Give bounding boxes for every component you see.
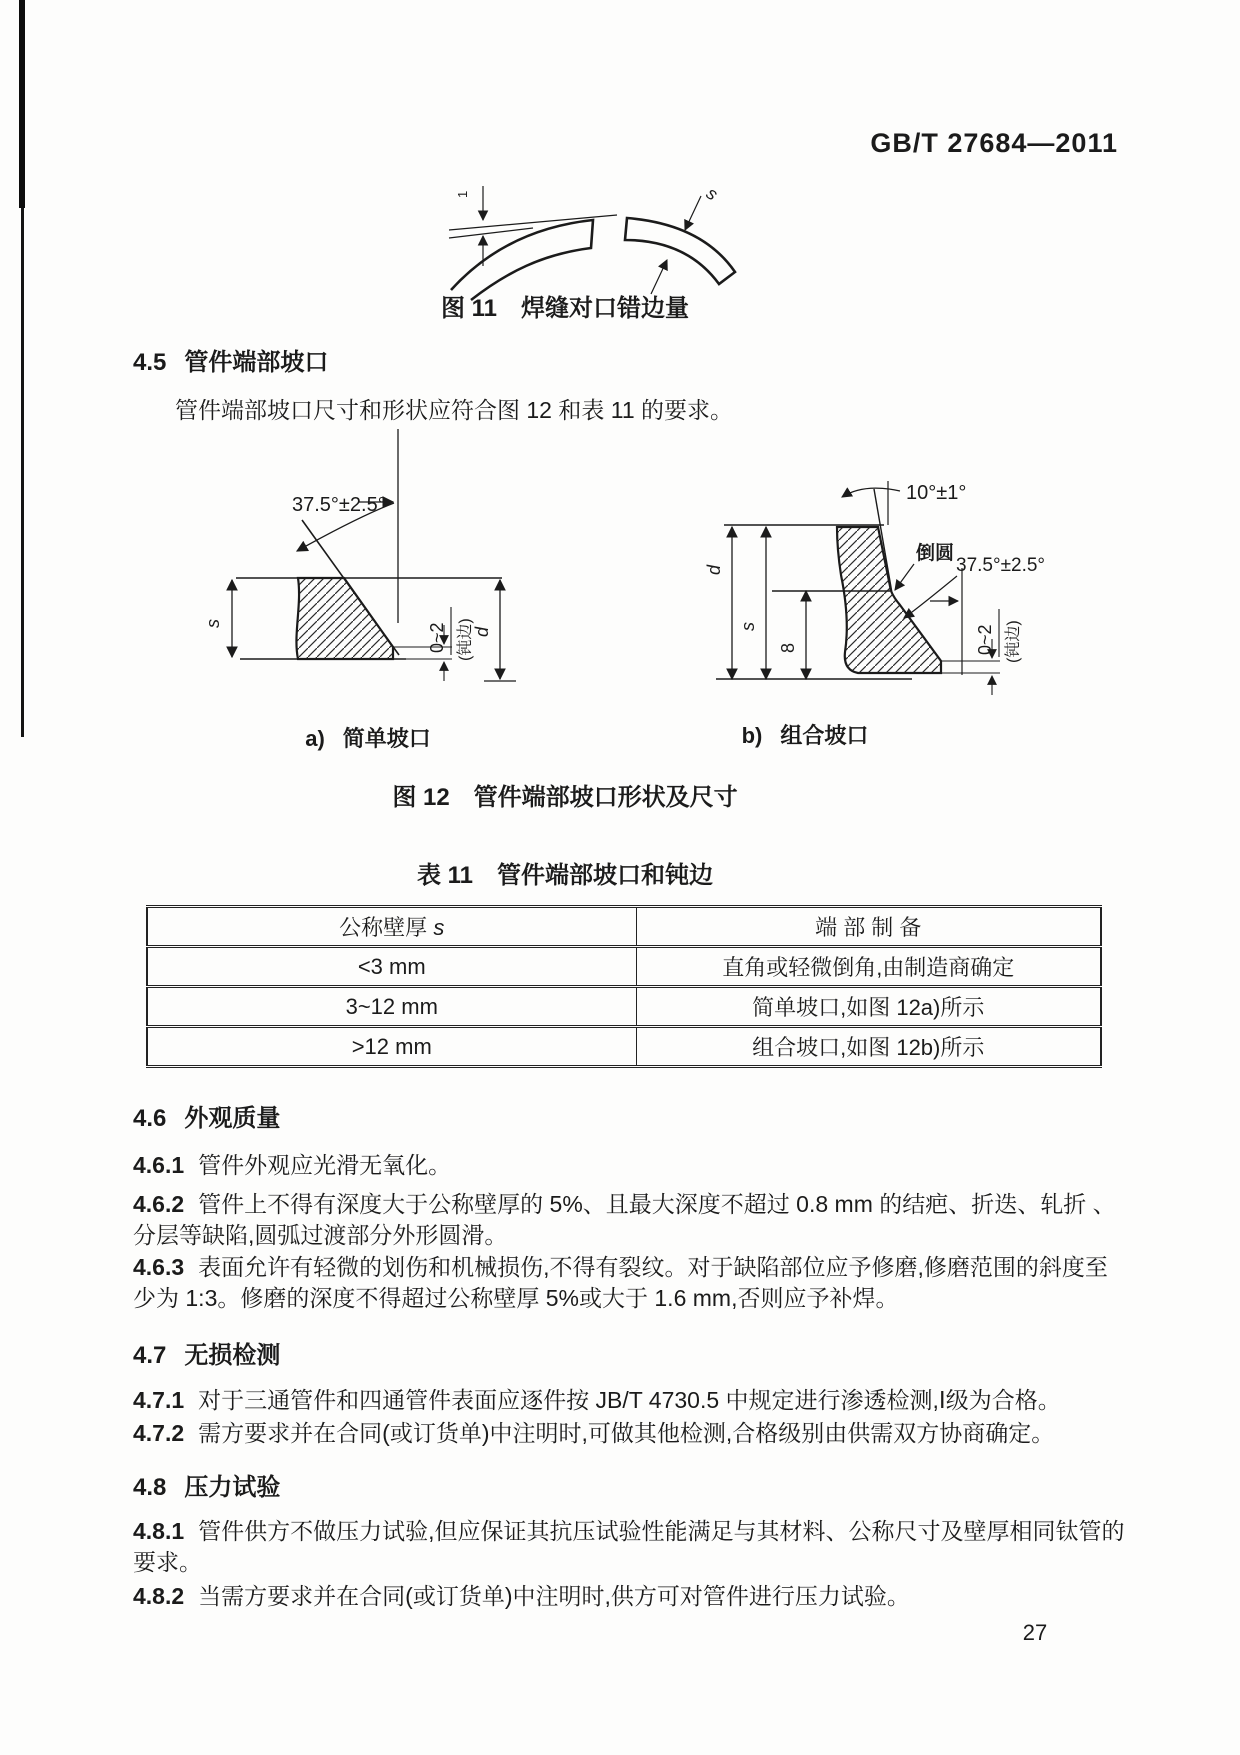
blunt-name-label: (钝边) — [457, 618, 474, 661]
cell-prep: 简单坡口,如图 12a)所示 — [636, 987, 1101, 1027]
blunt-name-label: (钝边) — [1005, 620, 1022, 663]
angle-375-arc — [904, 576, 957, 618]
s-label: s — [738, 622, 758, 631]
scan-edge-line-top — [19, 0, 25, 208]
d-label: d — [472, 626, 492, 637]
figure-11-drawing — [425, 180, 755, 302]
clause-4-6-3: 4.6.3 表面允许有轻微的划伤和机械损伤,不得有裂纹。对于缺陷部位应予修磨,修磨范围的斜度至少为 1:3。修磨的深度不得超过公称壁厚 5%或大于 1.6 mm,否则应予补焊。 — [133, 1254, 1108, 1311]
table-header-row — [147, 907, 1101, 947]
fillet-label: 倒圆 — [916, 543, 955, 564]
blunt-range-label: 0~2 — [975, 624, 995, 655]
wall-cross-section — [296, 578, 393, 659]
s-label: s — [203, 619, 223, 628]
table-row — [147, 947, 1101, 987]
clause-4-7-2: 4.7.2 需方要求并在合同(或订货单)中注明时,可做其他检测,合格级别由供需双方协商确定。 — [133, 1420, 1055, 1446]
cell-thickness: >12 mm — [147, 1027, 636, 1067]
offset-line — [449, 228, 533, 238]
table-11-caption: 表 11 管件端部坡口和钝边 — [416, 862, 714, 889]
table-row — [147, 987, 1101, 1027]
cell-prep: 直角或轻微倒角,由制造商确定 — [636, 947, 1101, 987]
pipe-wall-right — [625, 218, 735, 284]
heading-4-6: 4.6 外观质量 — [133, 1105, 281, 1132]
heading-4-7: 4.7 无损检测 — [133, 1342, 281, 1369]
figure-12a-subcaption: a) 简单坡口 — [305, 726, 431, 751]
figure-11-caption: 图 11 焊缝对口错边量 — [440, 295, 690, 322]
wall-thickness-label: s — [702, 182, 722, 205]
clause-4-7-1: 4.7.1 对于三通管件和四通管件表面应逐件按 JB/T 4730.5 中规定进行渗透检测,Ⅰ级为合格。 — [133, 1387, 1061, 1413]
clause-4-8-2: 4.8.2 当需方要求并在合同(或订货单)中注明时,供方可对管件进行压力试验。 — [133, 1583, 910, 1609]
clause-4-6-1: 4.6.1 管件外观应光滑无氧化。 — [133, 1152, 452, 1178]
heading-4-8: 4.8 压力试验 — [133, 1474, 281, 1501]
clause-4-6-2: 4.6.2 管件上不得有深度大于公称壁厚的 5%、且最大深度不超过 0.8 mm 的结疤、折迭、轧折 、分层等缺陷,圆弧过渡部分外形圆滑。 — [133, 1191, 1116, 1248]
cell-thickness: 3~12 mm — [147, 987, 636, 1027]
table-11 — [146, 905, 1102, 1068]
fillet-arrow — [895, 564, 914, 590]
page-number: 27 — [1022, 1620, 1048, 1645]
compound-bevel-drawing — [716, 481, 1000, 695]
clause-title: 管件端部坡口 — [184, 349, 329, 376]
figure-12b-subcaption: b) 组合坡口 — [741, 723, 869, 748]
bevel-angle-label: 37.5°±2.5° — [292, 494, 386, 516]
angle-10-label: 10°±1° — [906, 482, 967, 504]
standard-number-header: GB/T 27684—2011 — [870, 128, 1118, 158]
cell-thickness: <3 mm — [147, 947, 636, 987]
blunt-edge-lines — [941, 661, 1000, 673]
eight-label: 8 — [778, 642, 798, 653]
offset-dim-label: 1 — [455, 190, 470, 198]
clause-number: 4.5 — [133, 349, 167, 376]
cell-prep: 组合坡口,如图 12b)所示 — [636, 1027, 1101, 1067]
col-header-thickness: 公称壁厚 s — [147, 907, 636, 947]
d-label: d — [704, 564, 724, 575]
table-row — [147, 1027, 1101, 1067]
blunt-range-label: 0~2 — [427, 622, 447, 653]
figure-12-caption: 图 12 管件端部坡口形状及尺寸 — [392, 784, 738, 811]
bevel-angle-label: 37.5°±2.5° — [956, 555, 1046, 576]
heading-4-5 — [133, 342, 328, 377]
clause-4-8-1: 4.8.1 管件供方不做压力试验,但应保证其抗压试验性能满足与其材料、公称尺寸及壁厚相同钛管的要求。 — [133, 1518, 1125, 1575]
clause-4-5-text: 管件端部坡口尺寸和形状应符合图 12 和表 11 的要求。 — [175, 397, 734, 423]
col-header-end-prep: 端 部 制 备 — [636, 907, 1101, 947]
angle-10-arc — [842, 488, 900, 497]
s-dim-arrow-top — [685, 196, 701, 230]
figure-12-drawing — [200, 423, 1080, 715]
